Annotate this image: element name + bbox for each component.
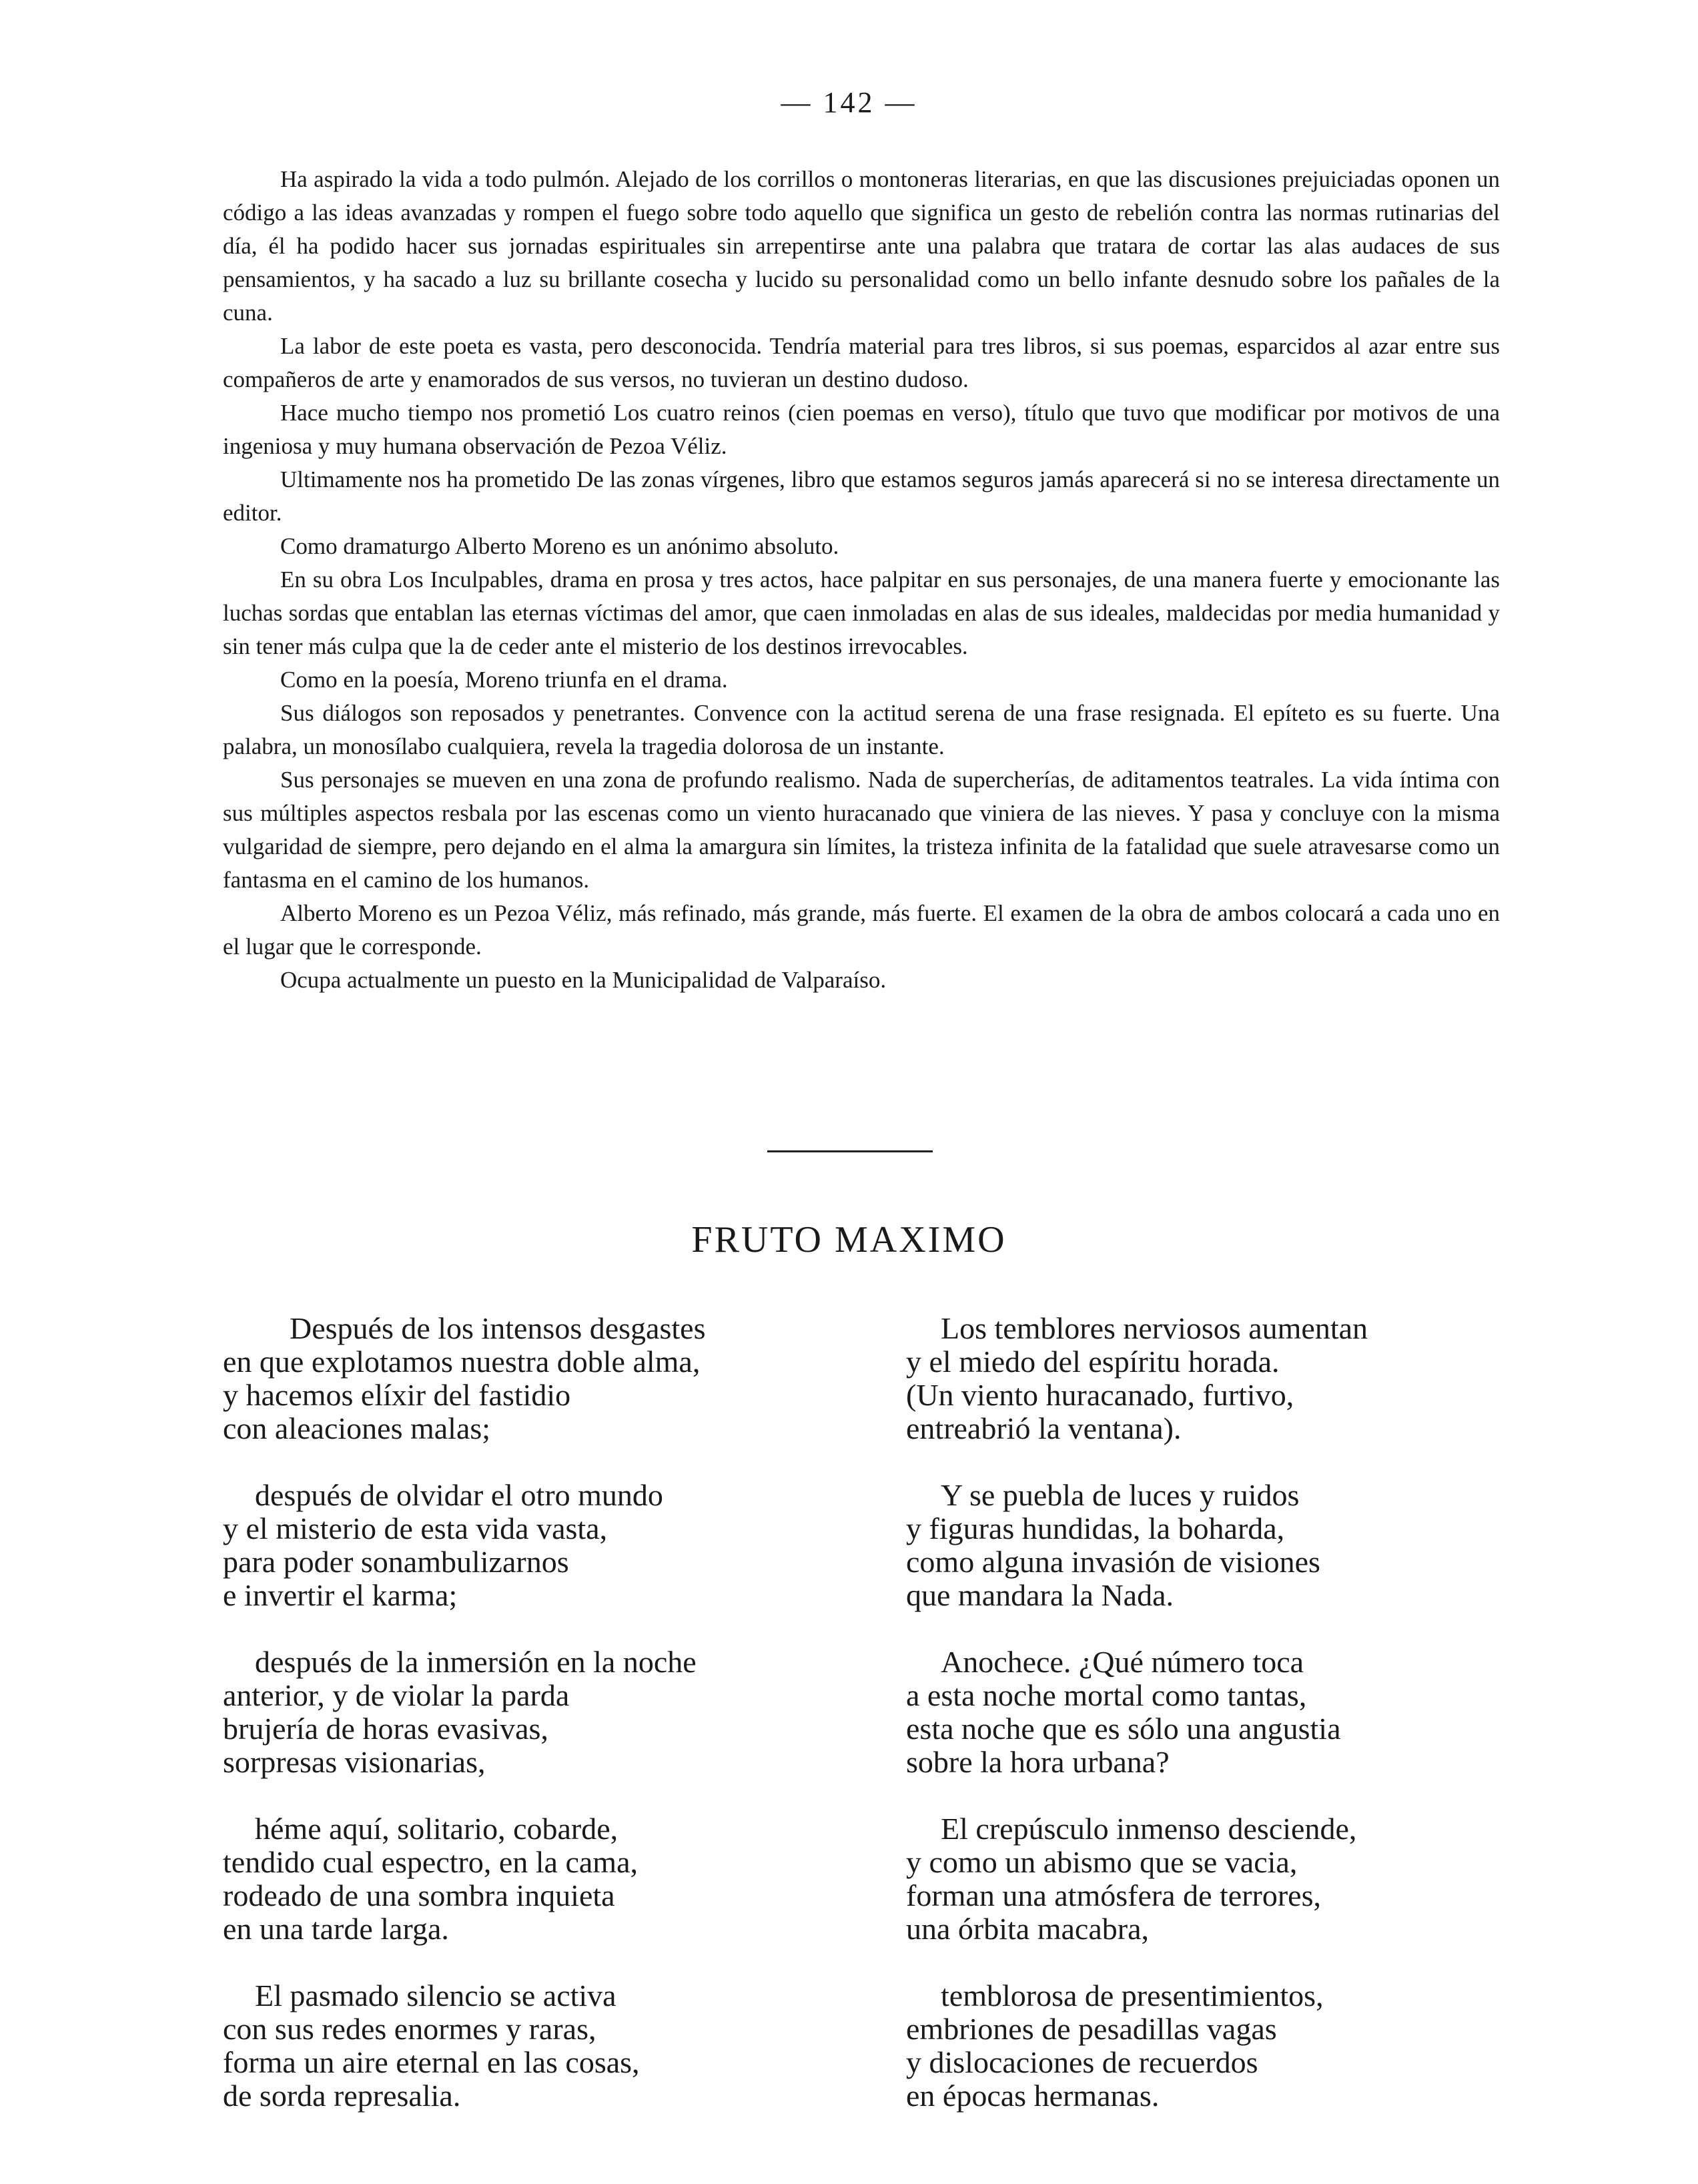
verse-line: de sorda represalia. (223, 2079, 461, 2113)
paragraph: Como dramaturgo Alberto Moreno es un anónimo absoluto. (280, 533, 839, 559)
stanza (906, 1312, 1547, 1445)
stanza (223, 1979, 863, 2113)
stanza (906, 1479, 1547, 1612)
page-number: — 142 — (781, 86, 917, 119)
paragraph: Como en la poesía, Moreno triunfa en el drama. (280, 667, 728, 693)
paragraph: Ocupa actualmente un puesto en la Municipalidad de Valparaíso. (280, 967, 887, 993)
verse-line: Anochece. ¿Qué número toca (941, 1645, 1304, 1679)
poem-column-right (906, 1312, 1547, 2146)
verse-line: e invertir el karma; (223, 1578, 458, 1612)
verse-line: (Un viento huracanado, furtivo, (906, 1378, 1294, 1412)
stanza (906, 1646, 1547, 1779)
verse-line: en una tarde larga. (223, 1912, 449, 1946)
verse-line: entreabrió la ventana). (906, 1411, 1182, 1445)
verse-line: brujería de horas evasivas, (223, 1712, 548, 1746)
stanza (906, 1979, 1547, 2113)
stanza (223, 1646, 863, 1779)
verse-line: Después de los intensos desgastes (290, 1311, 706, 1345)
verse-line: tendido cual espectro, en la cama, (223, 1845, 638, 1879)
verse-line: embriones de pesadillas vagas (906, 2012, 1277, 2046)
verse-line: después de la inmersión en la noche (255, 1645, 697, 1679)
verse-line: con aleaciones malas; (223, 1411, 491, 1445)
paragraph: En su obra Los Inculpables, drama en prosa y tres actos, hace palpitar en sus personajes, de una manera fuerte y emocionante las luchas sordas que entablan las eternas víctimas del amor, que caen inmoladas en alas de sus ideales, maldecidas por media humanidad y sin tener más culpa que la de ceder ante el misterio de los destinos irrevocables. (223, 567, 1500, 659)
verse-line: y el miedo del espíritu horada. (906, 1345, 1280, 1379)
verse-line: esta noche que es sólo una angustia (906, 1712, 1341, 1746)
paragraph: La labor de este poeta es vasta, pero desconocida. Tendría material para tres libros, si sus poemas, esparcidos al azar entre sus compañeros de arte y enamorados de sus versos, no tuvieran un destino dudoso. (223, 333, 1500, 392)
verse-line: como alguna invasión de visiones (906, 1545, 1320, 1579)
verse-line: El pasmado silencio se activa (255, 1978, 616, 2013)
verse-line: El crepúsculo inmenso desciende, (941, 1812, 1357, 1846)
verse-line: Y se puebla de luces y ruidos (941, 1478, 1300, 1512)
verse-line: y dislocaciones de recuerdos (906, 2045, 1258, 2079)
verse-line: una órbita macabra, (906, 1912, 1149, 1946)
verse-line: anterior, y de violar la parda (223, 1678, 570, 1712)
verse-line: rodeado de una sombra inquieta (223, 1878, 615, 1912)
verse-line: en épocas hermanas. (906, 2079, 1160, 2113)
verse-line: Los temblores nerviosos aumentan (941, 1311, 1368, 1345)
verse-line: sorpresas visionarias, (223, 1745, 486, 1779)
verse-line: sobre la hora urbana? (906, 1745, 1170, 1779)
verse-line: y el misterio de esta vida vasta, (223, 1511, 608, 1545)
verse-line: temblorosa de presentimientos, (941, 1978, 1324, 2013)
prose-section (223, 163, 1500, 997)
paragraph: Ha aspirado la vida a todo pulmón. Alejado de los corrillos o montoneras literarias, en que las discusiones prejuiciadas oponen un código a las ideas avanzadas y rompen el fuego sobre todo aquello que significa un gesto de rebelión contra las normas rutinarias del día, él ha podido hacer sus jornadas espirituales sin arrepentirse ante una palabra que tratara de cortar las alas audaces de sus pensamientos, y ha sacado a luz su brillante cosecha y lucido su personalidad como un bello infante desnudo sobre los pañales de la cuna. (223, 166, 1500, 326)
poem-title: FRUTO MAXIMO (691, 1219, 1007, 1260)
paragraph: Sus diálogos son reposados y penetrantes. Convence con la actitud serena de una frase resignada. El epíteto es su fuerte. Una palabra, un monosílabo cualquiera, revela la tragedia dolorosa de un instante. (223, 700, 1500, 759)
paragraph: Sus personajes se mueven en una zona de profundo realismo. Nada de supercherías, de aditamentos teatrales. La vida íntima con sus múltiples aspectos resbala por las escenas como un viento huracanado que viniera de las nieves. Y pasa y concluye con la misma vulgaridad de siempre, pero dejando en el alma la amargura sin límites, la tristeza infinita de la fatalidad que suele atravesarse como un fantasma en el camino de los humanos. (223, 767, 1500, 893)
poem-column-left (223, 1312, 863, 2146)
verse-line: para poder sonambulizarnos (223, 1545, 569, 1579)
verse-line: y como un abismo que se vacia, (906, 1845, 1298, 1879)
section-divider (767, 1150, 933, 1152)
verse-line: y hacemos elíxir del fastidio (223, 1378, 571, 1412)
verse-line: forma un aire eternal en las cosas, (223, 2045, 640, 2079)
stanza (906, 1812, 1547, 1946)
paragraph: Alberto Moreno es un Pezoa Véliz, más refinado, más grande, más fuerte. El examen de la obra de ambos colocará a cada uno en el lugar que le corresponde. (223, 900, 1500, 960)
stanza (223, 1312, 863, 1445)
verse-line: en que explotamos nuestra doble alma, (223, 1345, 701, 1379)
verse-line: después de olvidar el otro mundo (255, 1478, 663, 1512)
paragraph: Hace mucho tiempo nos prometió Los cuatro reinos (cien poemas en verso), título que tuvo que modificar por motivos de una ingeniosa y muy humana observación de Pezoa Véliz. (223, 400, 1500, 459)
stanza (223, 1812, 863, 1946)
verse-line: y figuras hundidas, la bohardа, (906, 1511, 1285, 1545)
verse-line: con sus redes enormes y raras, (223, 2012, 596, 2046)
paragraph: Ultimamente nos ha prometido De las zonas vírgenes, libro que estamos seguros jamás aparecerá si no se interesa directamente un editor. (223, 466, 1500, 526)
stanza (223, 1479, 863, 1612)
verse-line: a esta noche mortal como tantas, (906, 1678, 1307, 1712)
verse-line: forman una atmósfera de terrores, (906, 1878, 1321, 1912)
verse-line: que mandara la Nada. (906, 1578, 1174, 1612)
verse-line: héme aquí, solitario, cobarde, (255, 1812, 618, 1846)
